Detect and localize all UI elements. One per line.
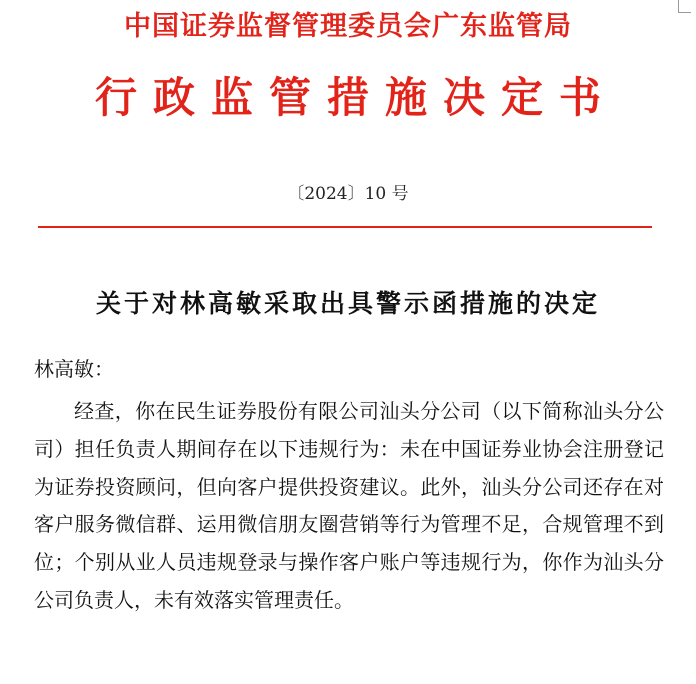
- issuing-organization: 中国证券监督管理委员会广东监管局: [124, 11, 572, 42]
- document-number: 〔2024〕10 号: [287, 184, 409, 204]
- body-paragraph: 经查，你在民生证券股份有限公司汕头分公司（以下简称汕头分公司）担任负责人期间存在以下违规行为：未在中国证券业协会注册登记为证券投资顾问，但向客户提供投资建议。此外，汕头分公司还存在对客户服务微信群、运用微信朋友圈营销等行为管理不足，合规管理不到位；个别从业人员违规登录与操作客户账户等违规行为，你作为汕头分公司负责人，未有效落实管理责任。: [34, 399, 664, 612]
- red-divider-line: [38, 226, 652, 228]
- document-type-title: 行政监管措施决定书: [94, 73, 617, 122]
- decision-title: 关于对林高敏采取出具警示函措施的决定: [95, 289, 600, 318]
- addressee: 林高敏：: [34, 357, 114, 381]
